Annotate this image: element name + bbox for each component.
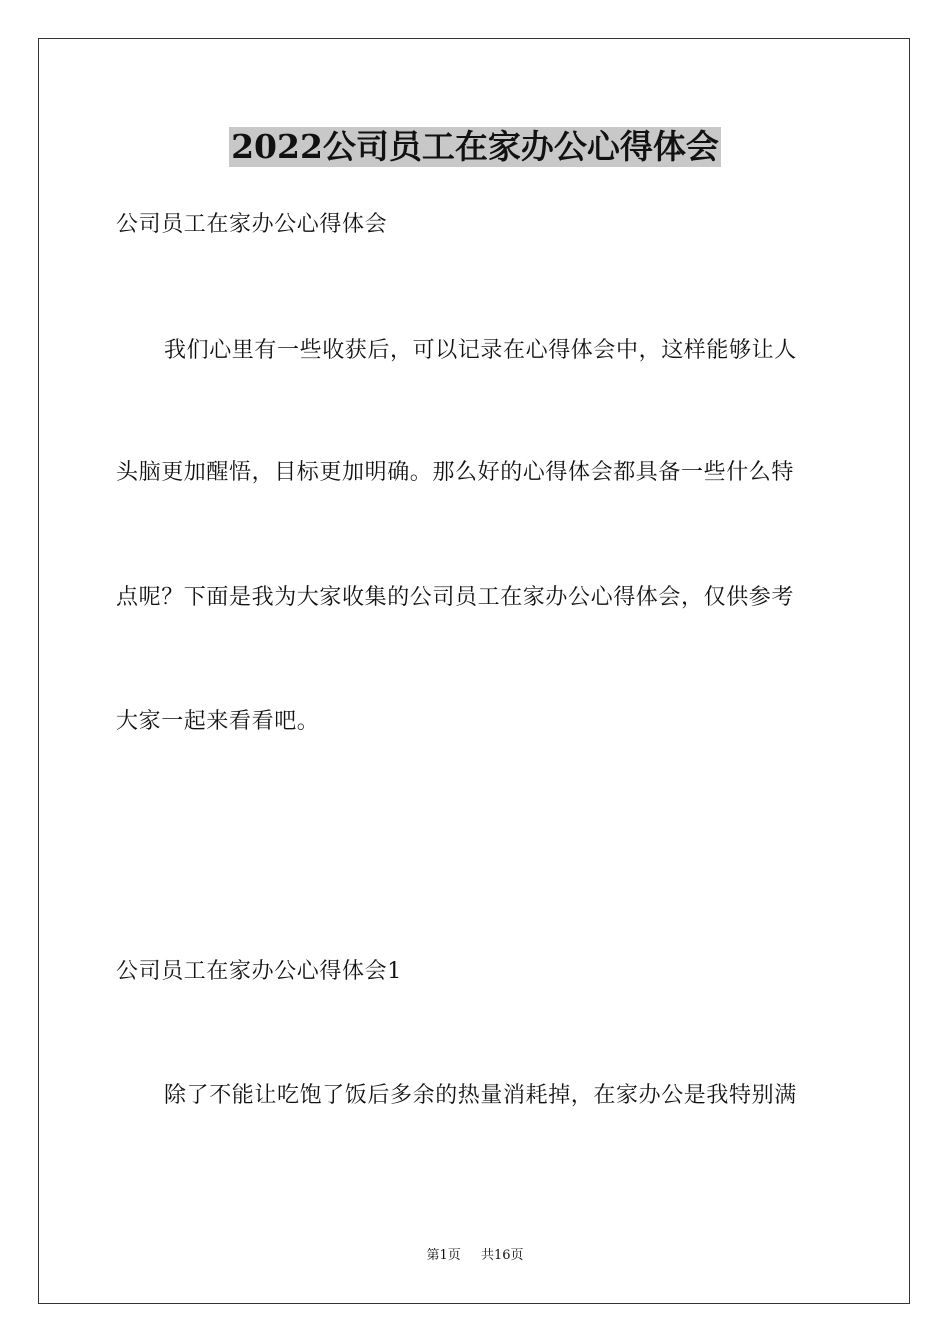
document-title: 2022公司员工在家办公心得体会 bbox=[231, 127, 719, 166]
page-footer bbox=[0, 1248, 950, 1264]
page-total: 共16页 bbox=[480, 1248, 524, 1263]
document-subtitle: 公司员工在家办公心得体会 bbox=[116, 212, 388, 237]
intro-line-3: 点呢？下面是我为大家收集的公司员工在家办公心得体会，仅供参考 bbox=[116, 585, 795, 610]
section-heading: 公司员工在家办公心得体会1 bbox=[116, 959, 402, 984]
intro-line-2: 头脑更加醒悟，目标更加明确。那么好的心得体会都具备一些什么特 bbox=[116, 460, 795, 485]
intro-line-4: 大家一起来看看吧。 bbox=[116, 709, 320, 734]
intro-line-1: 我们心里有一些收获后，可以记录在心得体会中，这样能够让人 bbox=[164, 338, 797, 363]
page-number: 第1页 bbox=[426, 1248, 461, 1263]
section-line-1: 除了不能让吃饱了饭后多余的热量消耗掉，在家办公是我特别满 bbox=[164, 1083, 797, 1108]
title-container bbox=[0, 127, 950, 167]
